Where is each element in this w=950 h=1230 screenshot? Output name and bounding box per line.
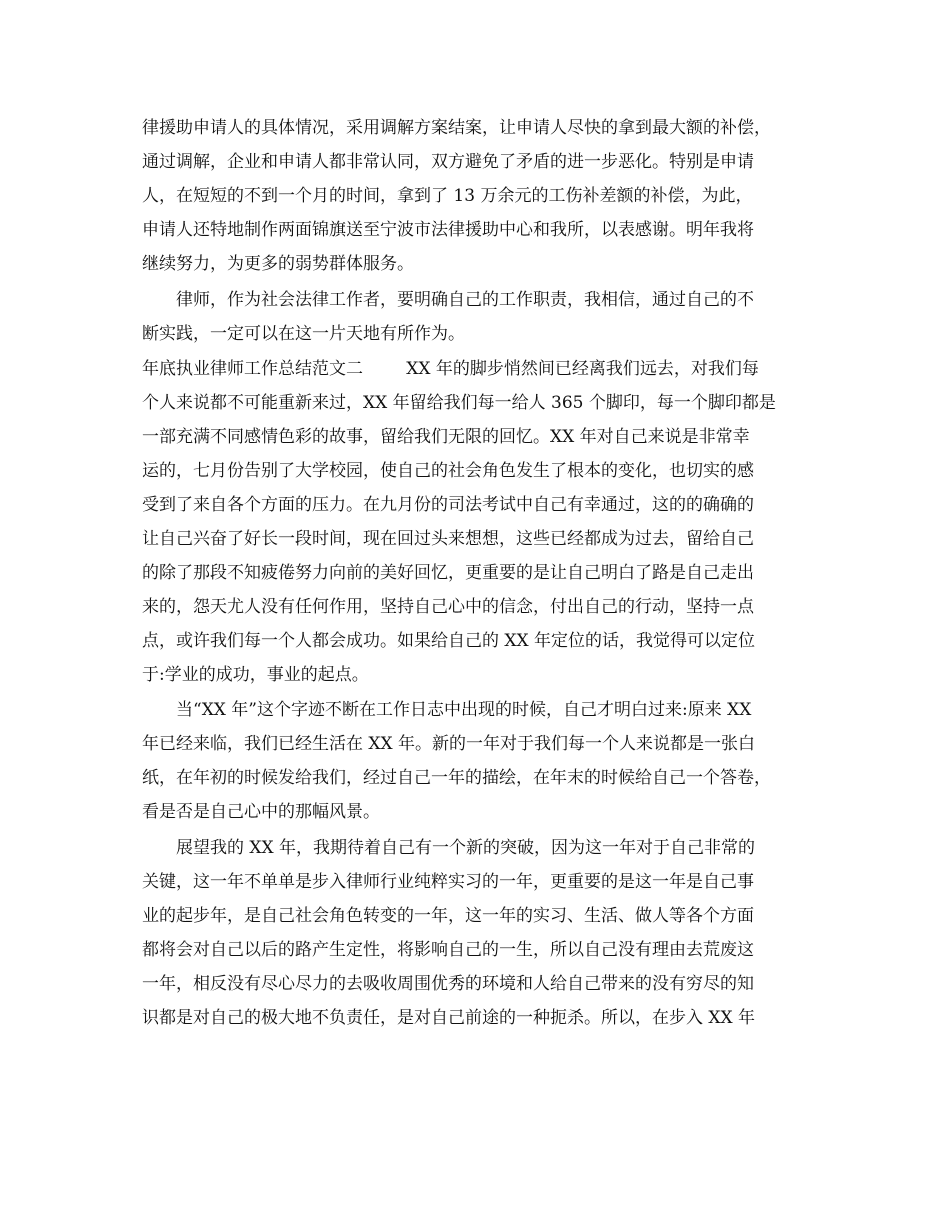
- text-line: 年已经来临，我们已经生活在 XX 年。新的一年对于我们每一个人来说都是一张白: [142, 734, 756, 754]
- text-line: 都将会对自己以后的路产生定性，将影响自己的一生，所以自己没有理由去荒废这: [142, 940, 754, 960]
- text-line: 继续努力，为更多的弱势群体服务。: [142, 254, 414, 274]
- text-line: 一年，相反没有尽心尽力的去吸收周围优秀的环境和人给自己带来的没有穷尽的知: [142, 974, 754, 994]
- text-line: 识都是对自己的极大地不负责任，是对自己前途的一种扼杀。所以，在步入 XX 年: [142, 1008, 756, 1028]
- text-line: 个人来说都不可能重新来过，XX 年留给我们每一给人 365 个脚印，每一个脚印都是: [142, 393, 776, 413]
- text-line: 看是否是自己心中的那幅风景。: [142, 802, 380, 822]
- text-line: 点，或许我们每一个人都会成功。如果给自己的 XX 年定位的话，我觉得可以定位: [142, 631, 756, 651]
- text-line: 通过调解，企业和申请人都非常认同，双方避免了矛盾的进一步恶化。特别是申请: [142, 152, 754, 172]
- text-line: 受到了来自各个方面的压力。在九月份的司法考试中自己有幸通过，这的的确确的: [142, 495, 754, 515]
- text-line: 关键，这一年不单单是步入律师行业纯粹实习的一年，更重要的是这一年是自己事: [142, 872, 754, 892]
- text-line: 展望我的 XX 年，我期待着自己有一个新的突破，因为这一年对于自己非常的: [176, 838, 756, 858]
- text-line: 当“XX 年”这个字迹不断在工作日志中出现的时候，自己才明白过来:原来 XX: [176, 700, 752, 720]
- text-line: 断实践，一定可以在这一片天地有所作为。: [142, 324, 465, 344]
- text-line: 律师，作为社会法律工作者，要明确自己的工作职责，我相信，通过自己的不: [176, 290, 754, 310]
- text-line: 于:学业的成功，事业的起点。: [142, 665, 369, 685]
- text-line: 纸，在年初的时候发给我们，经过自己一年的描绘，在年末的时候给自己一个答卷，: [142, 768, 771, 788]
- text-line: 让自己兴奋了好长一段时间，现在回过头来想想，这些已经都成为过去，留给自己: [142, 529, 754, 549]
- text-line: 运的，七月份告别了大学校园，使自己的社会角色发生了根本的变化，也切实的感: [142, 461, 754, 481]
- section-heading-line: 年底执业律师工作总结范文二 XX 年的脚步悄然间已经离我们远去，对我们每: [142, 359, 759, 379]
- text-line: 来的，怨天尤人没有任何作用，坚持自己心中的信念，付出自己的行动，坚持一点: [142, 597, 754, 617]
- text-line: 申请人还特地制作两面锦旗送至宁波市法律援助中心和我所，以表感谢。明年我将: [142, 220, 754, 240]
- text-line: 律援助申请人的具体情况，采用调解方案结案，让申请人尽快的拿到最大额的补偿，: [142, 118, 771, 138]
- text-line: 业的起步年，是自己社会角色转变的一年，这一年的实习、生活、做人等各个方面: [142, 906, 754, 926]
- text-line: 一部充满不同感情色彩的故事，留给我们无限的回忆。XX 年对自己来说是非常幸: [142, 427, 750, 447]
- text-line: 人，在短短的不到一个月的时间，拿到了 13 万余元的工伤补差额的补偿，为此，: [142, 186, 753, 206]
- text-line: 的除了那段不知疲倦努力向前的美好回忆，更重要的是让自己明白了路是自己走出: [142, 563, 754, 583]
